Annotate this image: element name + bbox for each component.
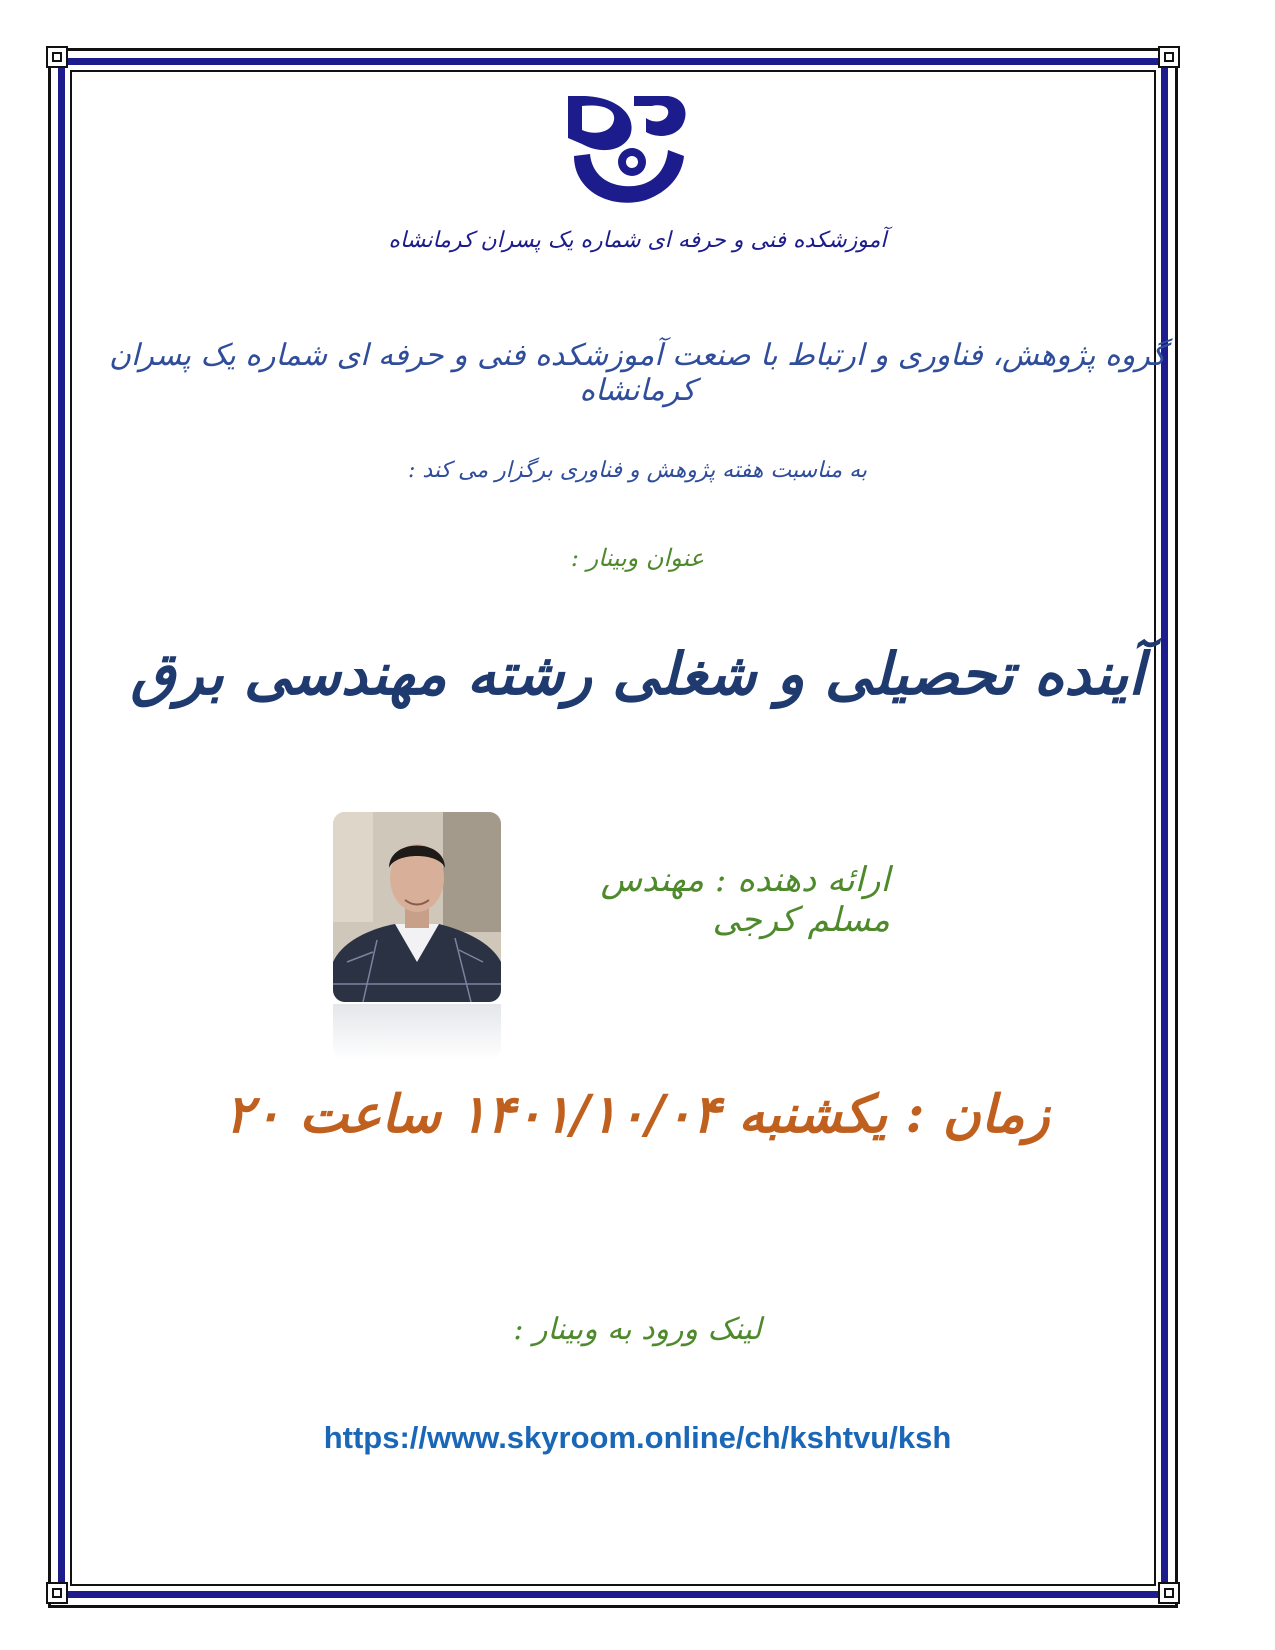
occasion-subheading: به مناسبت هفته پژوهش و فناوری برگزار می کند :: [407, 458, 868, 483]
presenter-name: ارائه دهنده : مهندس مسلم کرجی: [600, 860, 890, 940]
webinar-title: آینده تحصیلی و شغلی رشته مهندسی برق: [130, 640, 1145, 708]
corner-ornament-bottom-right: [1158, 1582, 1180, 1604]
border-inner-line: [70, 70, 1156, 1586]
webinar-link-label: لینک ورود به وبینار :: [513, 1312, 762, 1347]
presenter-photo: [333, 812, 501, 1002]
school-name: آموزشکده فنی و حرفه ای شماره یک پسران کرمانشاه: [388, 228, 887, 253]
presenter-photo-reflection: [333, 1004, 501, 1060]
school-logo: [560, 92, 700, 212]
corner-ornament-bottom-left: [46, 1582, 68, 1604]
corner-ornament-top-left: [46, 46, 68, 68]
corner-ornament-top-right: [1158, 46, 1180, 68]
webinar-link[interactable]: https://www.skyroom.online/ch/kshtvu/ksh: [323, 1420, 952, 1455]
webinar-title-label: عنوان وبینار :: [570, 544, 705, 572]
webinar-date-time: زمان : یکشنبه ۱۴۰۱/۱۰/۰۴ ساعت ۲۰: [225, 1084, 1050, 1145]
organizer-heading: گروه پژوهش، فناوری و ارتباط با صنعت آموزشکده فنی و حرفه ای شماره یک پسران کرمانشاه: [108, 338, 1167, 408]
